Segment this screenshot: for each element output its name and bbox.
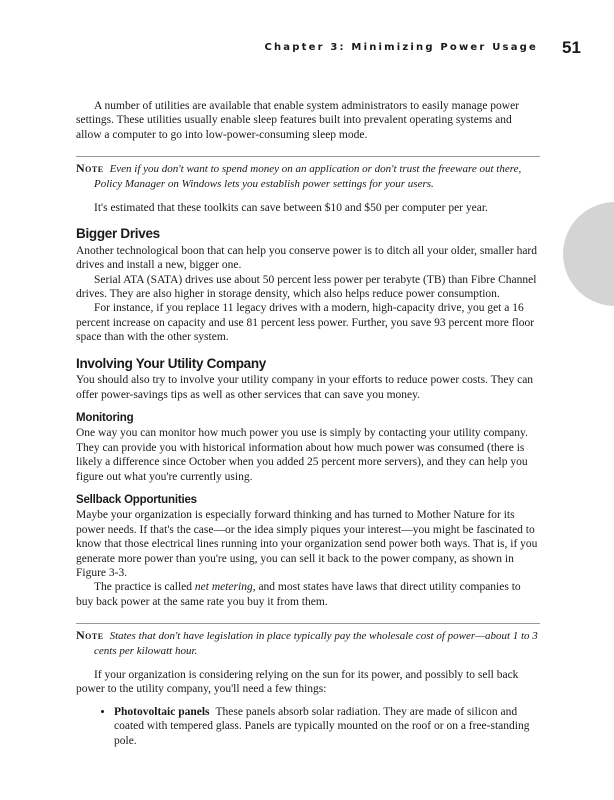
page-number: 51 [562, 38, 581, 57]
note-text: States that don't have legislation in place typically pay the wholesale cost of power—about 1 to 3 cents per kilowatt hour. [94, 630, 538, 657]
heading-utility-company: Involving Your Utility Company [76, 355, 267, 371]
page-body [76, 99, 540, 748]
solar-intro-paragraph: If your organization is considering relying on the sun for its power, and possibly to sell back power to the utility company, you'll need a few things: [76, 669, 519, 696]
note-box [76, 156, 540, 191]
bullet-term: Photovoltaic panels [114, 705, 210, 718]
paragraph: For instance, if you replace 11 legacy drives with a modern, high-capacity drive, you get a 16 percent increase on capacity and use 81 percent less power. Further, you save 93 percent more floor space than with the other system. [76, 302, 535, 344]
intro-paragraph: A number of utilities are available that enable system administrators to easily manage power settings. These utilities usually enable sleep features built into prevalent operating systems and allow a computer to go into low-power-consuming sleep mode. [76, 100, 520, 141]
paragraph: Maybe your organization is especially forward thinking and has turned to Mother Nature for its power needs. If that's the case—or the idea simply piques your interest—you might be fascinated to know that those electrical lines running into your organization send power both ways. That is, if you generate more power than you're using, you can sell it back to the power company, as shown in Figure 3-3. [76, 509, 538, 579]
emphasized-term: net metering [194, 581, 253, 594]
note-label: Note [76, 161, 104, 176]
list-item [114, 705, 540, 748]
paragraph: Serial ATA (SATA) drives use about 50 percent less power per terabyte (TB) than Fibre Channel drives. They are also higher in storage density, which also helps reduce power consumption. [76, 273, 537, 301]
heading-sellback: Sellback Opportunities [76, 493, 197, 506]
text-run: The practice is called [94, 581, 195, 594]
note-label: Note [76, 628, 104, 643]
running-head: Chapter 3: Minimizing Power Usage [264, 42, 538, 53]
bullet-list [76, 705, 540, 748]
paragraph: You should also try to involve your utility company in your efforts to reduce power costs. They can offer power-savings tips as well as other services that can save you money. [76, 374, 534, 401]
bullet-text: These panels absorb solar radiation. They are made of silicon and coated with tempered glass. Panels are typically mounted on the roof or on a free-standing pole. [114, 705, 530, 747]
paragraph: One way you can monitor how much power you use is simply by contacting your utility company. They can provide you with historical information about how much power was consumed (there is likely a difference since October when you added 25 percent more servers), and they can help you figure out what you're currently using. [76, 427, 528, 483]
toolkit-cost-paragraph: It's estimated that these toolkits can save between $10 and $50 per computer per year. [94, 202, 488, 215]
heading-monitoring: Monitoring [76, 411, 134, 424]
paragraph [76, 580, 540, 609]
part-tab-label: PART II [544, 245, 558, 291]
note-text: Even if you don't want to spend money on an application or don't trust the freeware out there, Policy Manager on Windows lets you establish power settings for your users. [94, 163, 522, 190]
note-box [76, 623, 540, 658]
paragraph: Another technological boon that can help you conserve power is to ditch all your older, smaller hard drives and install a new, bigger one. [76, 244, 537, 272]
heading-bigger-drives: Bigger Drives [76, 226, 160, 242]
part-tab [563, 202, 614, 306]
text-run: , and most states have laws that direct utility companies to buy back power at the same rate you buy it from them. [76, 581, 521, 608]
